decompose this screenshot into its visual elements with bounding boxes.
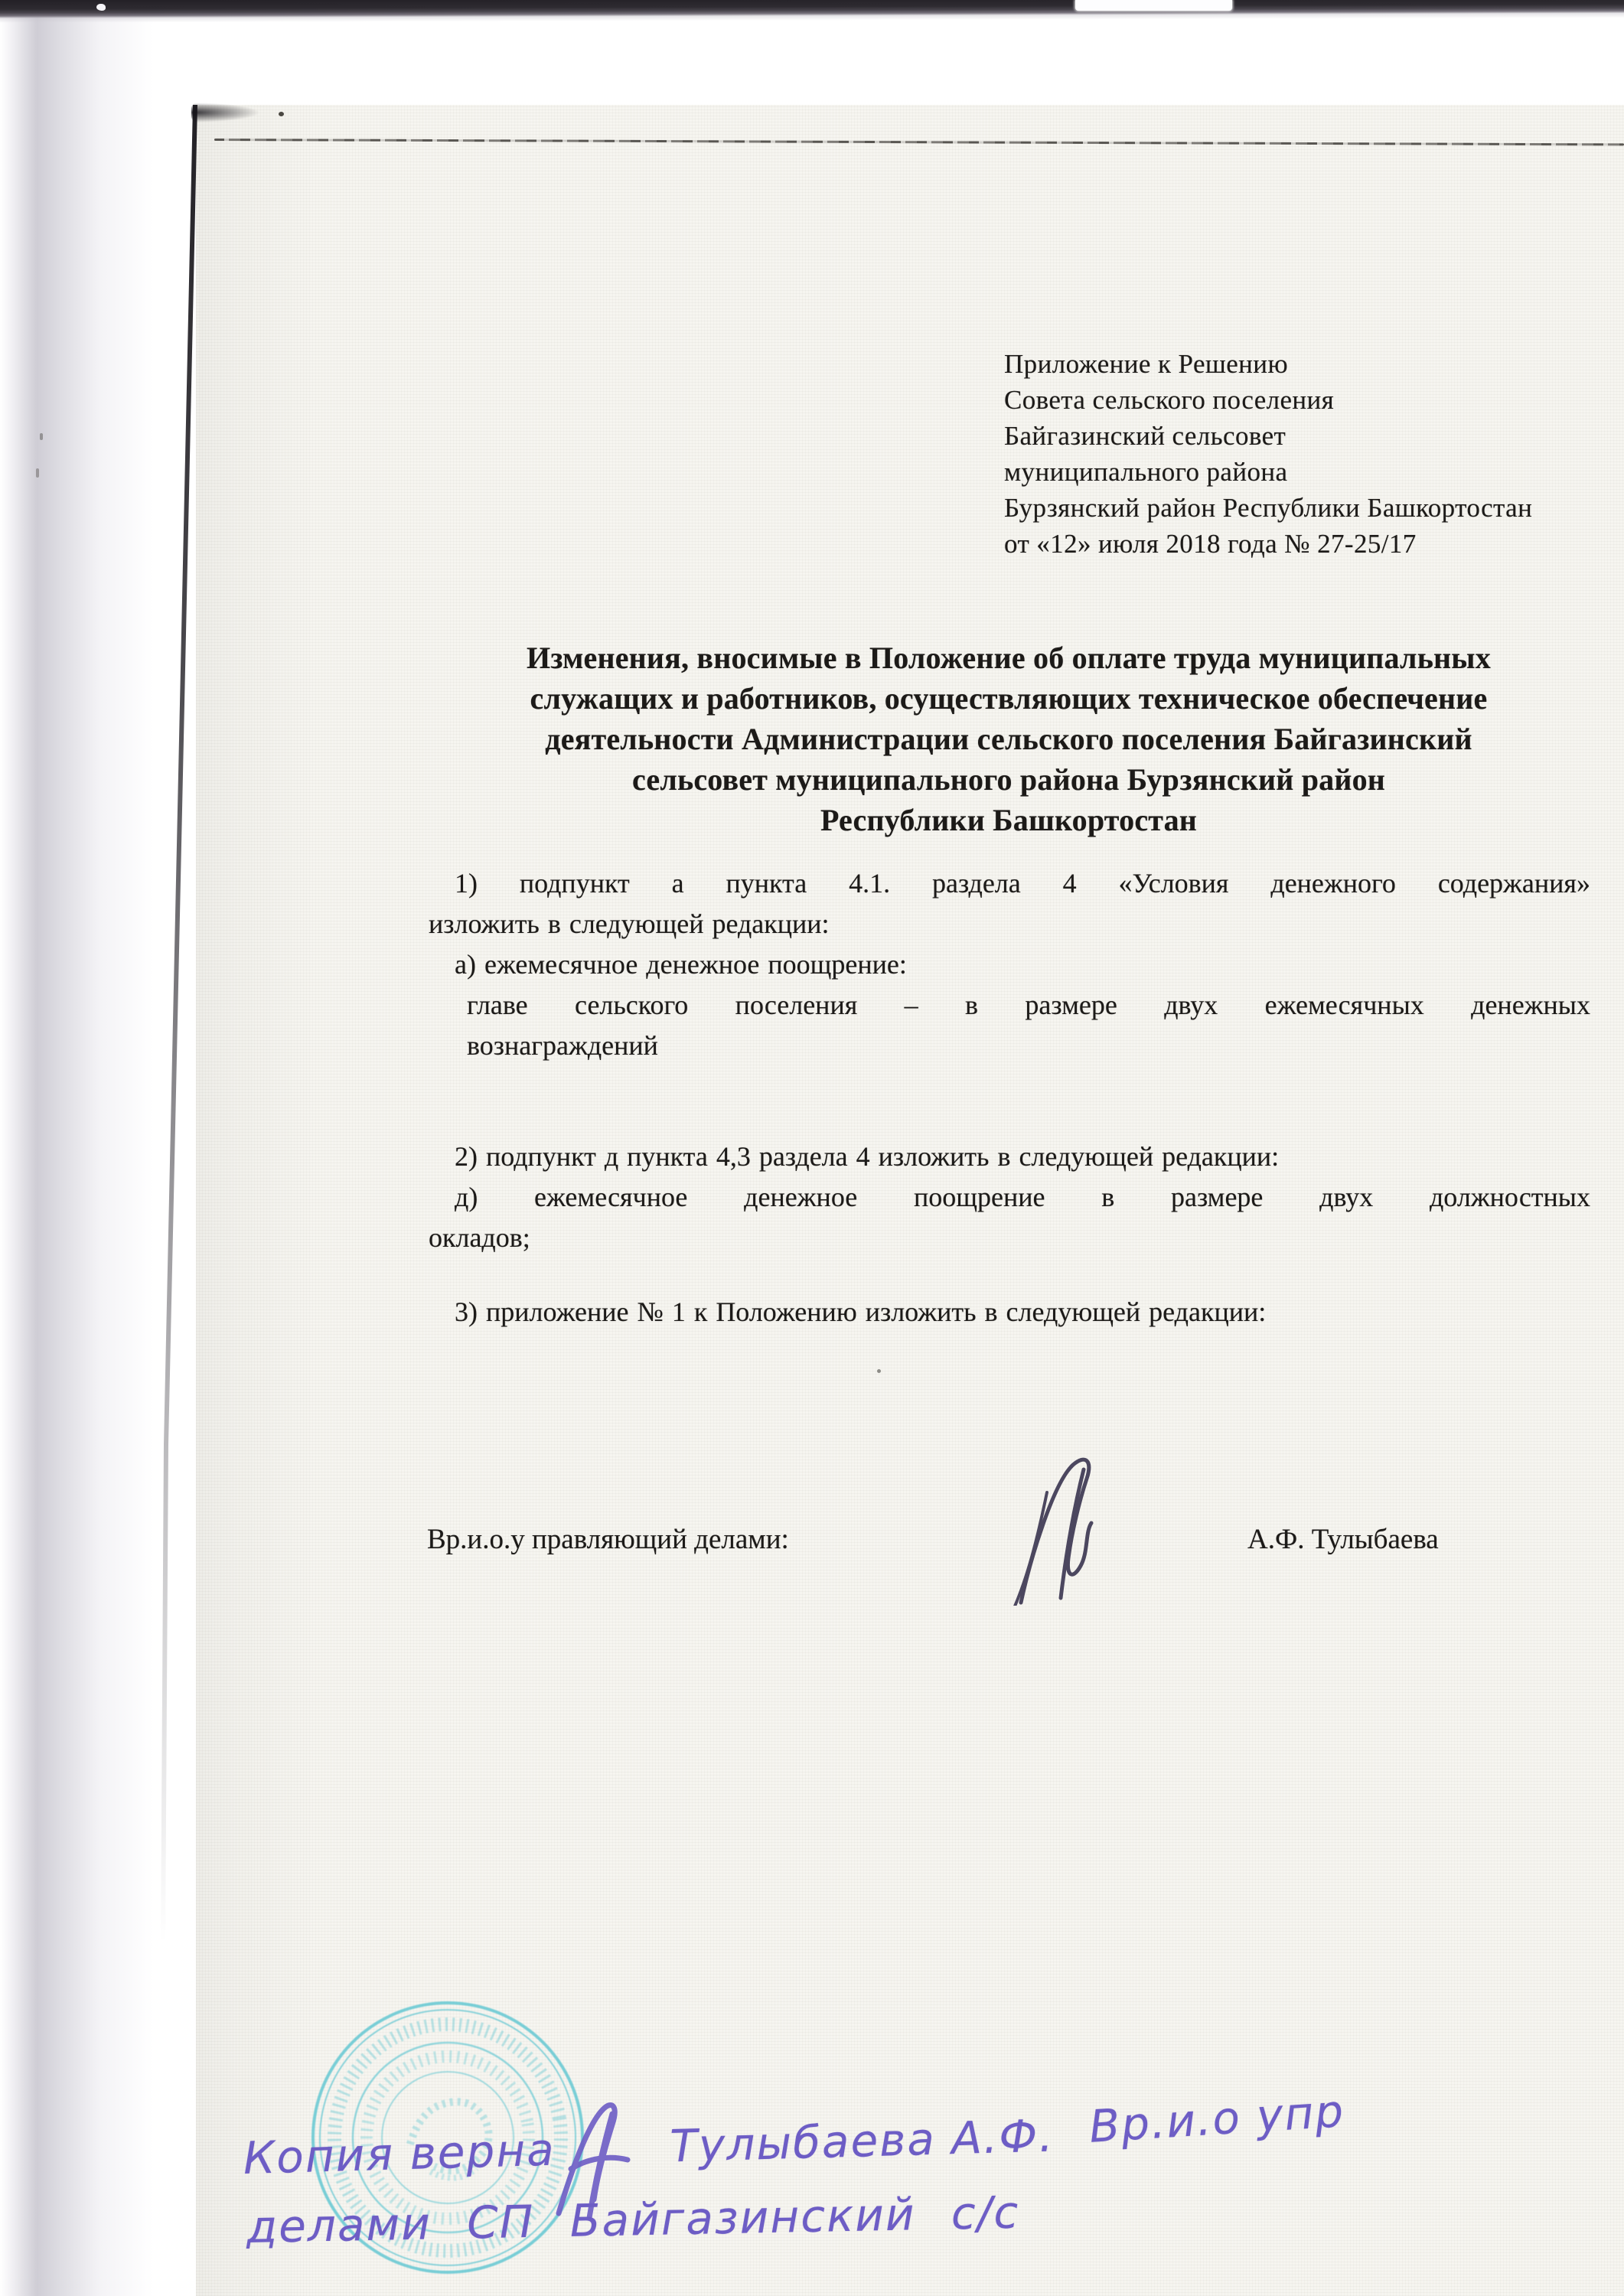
signature-label: Вр.и.о.у правляющий делами: [427, 1524, 789, 1555]
scanner-margin-shadow [0, 0, 196, 2296]
text-line: Приложение к Решению [1004, 349, 1288, 379]
document-title [426, 638, 1592, 840]
text-line: вознаграждений [467, 1030, 658, 1061]
text-line: изложить в следующей редакции: [429, 908, 830, 939]
text-line: окладов; [429, 1222, 530, 1253]
scan-speck [36, 468, 39, 478]
text-line: 1) подпункт а пункта 4.1. раздела 4 «Условия денежного содержания» [455, 868, 1590, 899]
text-line: муниципального района [1004, 457, 1288, 487]
certification-handwriting-line2: делами СП Байгазинский с/с [246, 2186, 1020, 2253]
scan-speck [40, 433, 43, 440]
paragraph [429, 863, 1590, 944]
text-line: сельсовет муниципального района Бурзянский район [631, 762, 1386, 797]
text-line: Бурзянский район Республики Башкортостан [1004, 493, 1533, 523]
handwriting-acting-title: Вр.и.о упр [1088, 2085, 1347, 2153]
text-line: служащих и работников, осуществляющих техническое обеспечение [530, 681, 1488, 716]
body-text [429, 863, 1590, 1332]
text-line: 3) приложение № 1 к Положению изложить в следующей редакции: [455, 1296, 1267, 1327]
paragraph [429, 1177, 1590, 1258]
signature-scribble [993, 1453, 1123, 1606]
scan-speck [96, 4, 106, 11]
approval-header-block [1004, 346, 1609, 562]
paragraph [429, 1292, 1590, 1332]
scan-top-bar [0, 0, 1624, 23]
text-line: Совета сельского поселения [1004, 385, 1335, 415]
text-line: д) ежемесячное денежное поощрение в размере двух должностных [455, 1182, 1590, 1212]
handwriting-copy-is-true: Копия верна [243, 2123, 556, 2184]
page-corner-shadow [191, 103, 260, 122]
scan-speck [877, 1369, 881, 1373]
scan-speck [279, 112, 284, 116]
text-line: а) ежемесячное денежное поощрение: [455, 949, 907, 980]
paragraph [429, 985, 1590, 1066]
text-line: Байгазинский сельсовет [1004, 421, 1286, 451]
text-line: главе сельского поселения – в размере двух ежемесячных денежных [467, 990, 1590, 1020]
paragraph [429, 1137, 1590, 1177]
signatory-name: А.Ф. Тулыбаева [1247, 1524, 1439, 1555]
text-line: Изменения, вносимые в Положение об оплате труда муниципальных [527, 641, 1491, 675]
text-line: Республики Башкортостан [820, 803, 1198, 837]
text-line: от «12» июля 2018 года № 27-25/17 [1004, 529, 1417, 559]
text-line: 2) подпункт д пункта 4,3 раздела 4 изложить в следующей редакции: [455, 1141, 1280, 1172]
text-line: деятельности Администрации сельского поселения Байгазинский [545, 722, 1472, 756]
scan-top-bar-notch [1075, 0, 1232, 11]
paragraph [429, 944, 1590, 985]
handwriting-surname: Тулыбаева А.Ф. [669, 2109, 1055, 2173]
